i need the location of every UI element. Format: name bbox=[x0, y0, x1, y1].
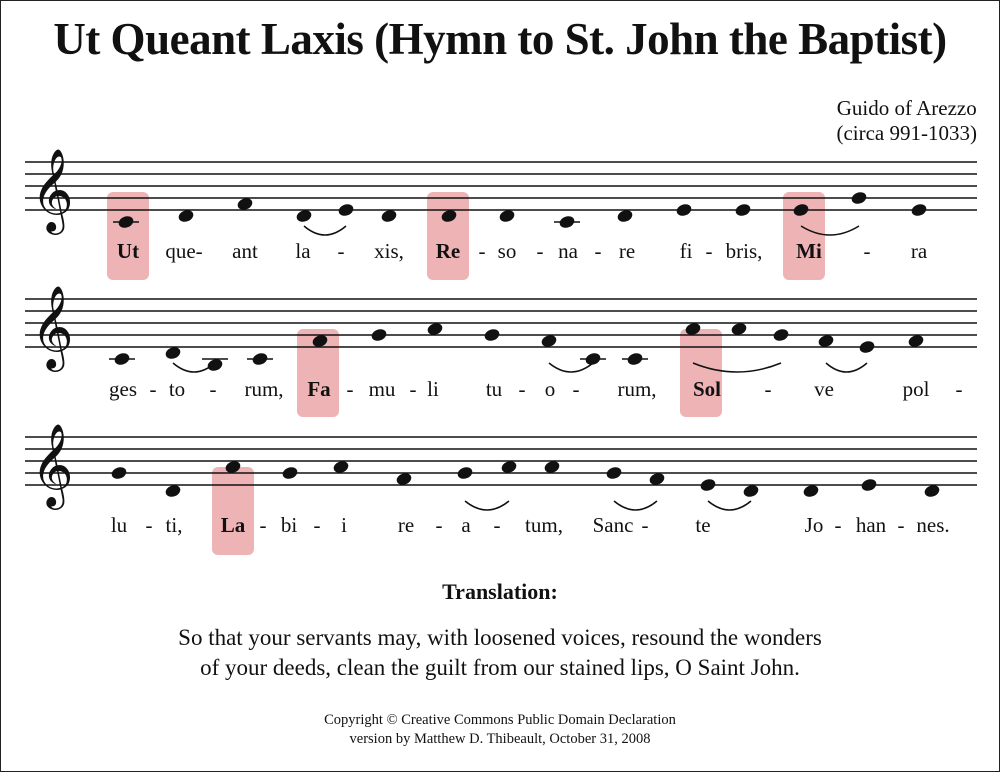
lyric-syllable: Fa bbox=[307, 377, 331, 401]
note-head bbox=[113, 351, 131, 366]
note-head bbox=[584, 351, 602, 366]
lyric-syllable: - bbox=[863, 239, 871, 263]
lyric-syllable: te bbox=[695, 513, 711, 537]
lyric-syllable: tum, bbox=[525, 513, 563, 537]
lyric-syllable: - bbox=[149, 377, 157, 401]
lyric-syllable: - bbox=[594, 239, 602, 263]
lyric-syllable: Jo bbox=[804, 513, 824, 537]
treble-clef-icon: 𝄞 bbox=[31, 422, 74, 506]
note-head bbox=[370, 327, 388, 342]
note-head bbox=[910, 202, 928, 217]
note-head bbox=[675, 202, 693, 217]
lyric-syllable: bris, bbox=[725, 239, 763, 263]
note-head bbox=[605, 465, 623, 480]
lyric-syllable: lu bbox=[110, 513, 128, 537]
translation-line-2: of your deeds, clean the guilt from our stained lips, O Saint John. bbox=[200, 655, 800, 680]
lyric-syllable: xis, bbox=[374, 239, 404, 263]
lyric-syllable: to bbox=[168, 377, 186, 401]
note-head bbox=[483, 327, 501, 342]
copyright-line-2: version by Matthew D. Thibeault, October 31, 2008 bbox=[349, 731, 651, 747]
lyric-syllable: han bbox=[855, 513, 887, 537]
lyric-syllable: - bbox=[346, 377, 354, 401]
copyright-line-1: Copyright © Creative Commons Public Domain Declaration bbox=[324, 712, 676, 728]
note-head bbox=[772, 327, 790, 342]
slur bbox=[708, 501, 751, 510]
lyric-syllable: - bbox=[764, 377, 772, 401]
lyric-syllable: - bbox=[897, 513, 905, 537]
lyric-syllable: re bbox=[618, 239, 636, 263]
slur bbox=[614, 501, 657, 510]
lyric-syllable: la bbox=[295, 239, 311, 263]
lyric-syllable: - bbox=[518, 377, 526, 401]
note-head bbox=[456, 465, 474, 480]
lyric-syllable: La bbox=[220, 513, 246, 537]
lyric-syllable: ti, bbox=[165, 513, 183, 537]
note-head bbox=[281, 465, 299, 480]
lyric-syllable: Ut bbox=[116, 239, 140, 263]
syllable-highlight bbox=[680, 329, 722, 417]
composer-name: Guido of Arezzo bbox=[836, 96, 977, 120]
lyric-syllable: rum, bbox=[617, 377, 657, 401]
syllable-highlight bbox=[212, 467, 254, 555]
lyric-syllable: Sanc bbox=[592, 513, 634, 537]
note-head bbox=[860, 477, 878, 492]
note-head bbox=[337, 202, 355, 217]
note-head bbox=[734, 202, 752, 217]
lyric-syllable: bi bbox=[280, 513, 298, 537]
treble-clef-icon: 𝄞 bbox=[31, 284, 74, 368]
lyric-syllable: - bbox=[536, 239, 544, 263]
composer-dates: (circa 991-1033) bbox=[836, 121, 977, 145]
lyric-syllable: - bbox=[641, 513, 649, 537]
note-head bbox=[110, 465, 128, 480]
treble-clef-icon: 𝄞 bbox=[31, 147, 74, 231]
slur bbox=[304, 226, 346, 235]
translation-text bbox=[1, 623, 999, 683]
slur bbox=[826, 363, 867, 372]
syllable-highlight bbox=[107, 192, 149, 280]
slur bbox=[465, 501, 509, 510]
syllable-highlight bbox=[427, 192, 469, 280]
lyric-syllable: a bbox=[461, 513, 471, 537]
lyric-syllable: o bbox=[544, 377, 556, 401]
lyric-syllable: ve bbox=[814, 377, 834, 401]
lyric-syllable: - bbox=[313, 513, 321, 537]
lyric-syllable: - bbox=[955, 377, 963, 401]
lyric-syllable: Sol bbox=[692, 377, 722, 401]
lyric-syllable: li bbox=[427, 377, 439, 401]
lyric-syllable: - bbox=[435, 513, 443, 537]
music-notation bbox=[1, 1, 999, 561]
lyric-syllable: rum, bbox=[244, 377, 284, 401]
slur bbox=[549, 363, 593, 372]
translation-heading: Translation: bbox=[442, 579, 558, 604]
note-head bbox=[850, 190, 868, 205]
lyric-syllable: - bbox=[493, 513, 501, 537]
lyric-syllable: fi bbox=[679, 239, 693, 263]
lyric-syllable: - bbox=[478, 239, 486, 263]
lyric-syllable: re bbox=[397, 513, 415, 537]
lyric-syllable: nes. bbox=[916, 513, 950, 537]
lyric-syllable: pol bbox=[902, 377, 930, 401]
note-head bbox=[858, 339, 876, 354]
note-head bbox=[558, 214, 576, 229]
note-head bbox=[626, 351, 644, 366]
lyric-syllable: tu bbox=[485, 377, 503, 401]
translation-line-1: So that your servants may, with loosened voices, resound the wonders bbox=[178, 625, 822, 650]
lyric-syllable: - bbox=[145, 513, 153, 537]
lyric-syllable: ant bbox=[232, 239, 258, 263]
lyric-syllable: na bbox=[558, 239, 578, 263]
lyric-syllable: i bbox=[341, 513, 347, 537]
lyric-syllable: - bbox=[572, 377, 580, 401]
note-head bbox=[699, 477, 717, 492]
page-title: Ut Queant Laxis (Hymn to St. John the Baptist) bbox=[53, 14, 947, 64]
lyric-syllable: - bbox=[259, 513, 267, 537]
lyric-syllable: - bbox=[337, 239, 345, 263]
lyric-syllable: ra bbox=[910, 239, 928, 263]
lyric-syllable: ges bbox=[109, 377, 137, 401]
lyric-syllable: so bbox=[497, 239, 517, 263]
lyric-syllable: Mi bbox=[796, 239, 822, 263]
lyric-syllable: Re bbox=[435, 239, 461, 263]
lyric-syllable: - bbox=[409, 377, 417, 401]
lyric-syllable: - bbox=[705, 239, 713, 263]
lyric-syllable: que- bbox=[165, 239, 203, 263]
lyric-syllable: - bbox=[834, 513, 842, 537]
lyric-syllable: - bbox=[209, 377, 217, 401]
note-head bbox=[251, 351, 269, 366]
lyric-syllable: mu bbox=[368, 377, 396, 401]
copyright-notice bbox=[1, 711, 999, 749]
